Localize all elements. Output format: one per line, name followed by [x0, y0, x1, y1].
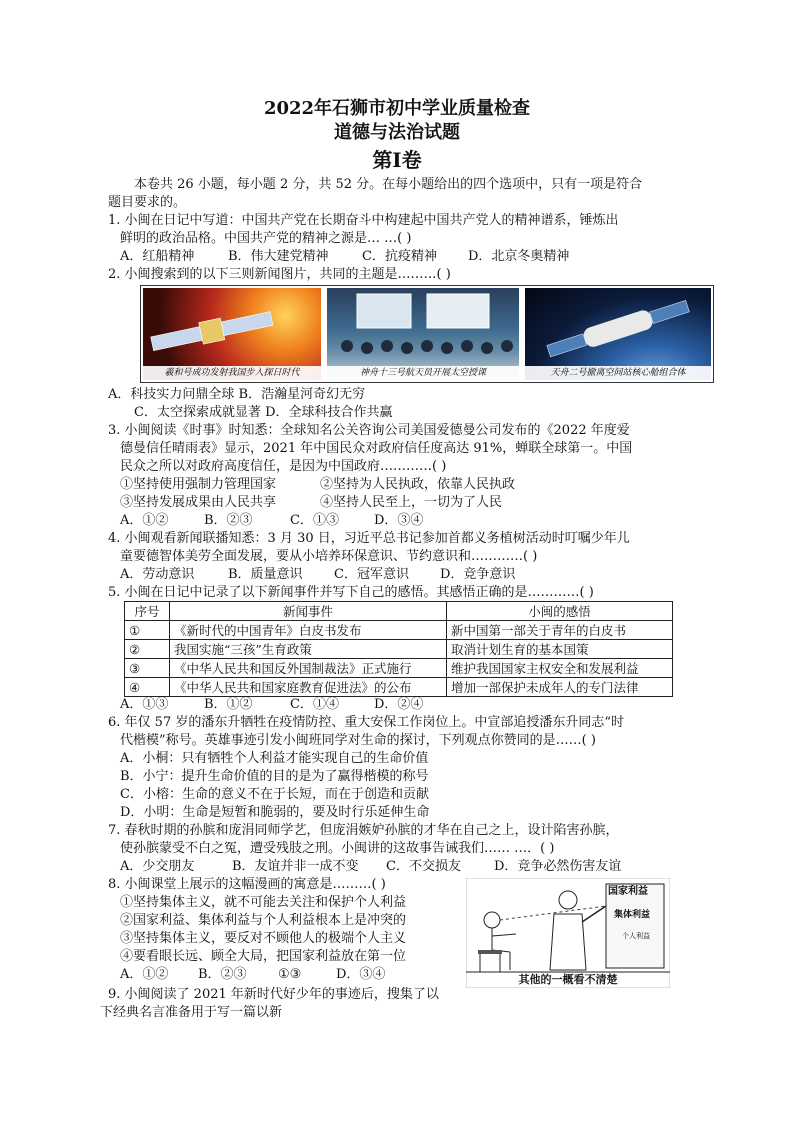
question-text: 3. 小闽阅读《时事》时知悉：全球知名公关咨询公司美国爱德曼公司发布的《2022 年度爱	[108, 423, 630, 438]
option: B．小宁：提升生命价值的目的是为了赢得楷模的称号	[120, 769, 429, 784]
question-text: 7. 春秋时期的孙膑和庞涓同师学艺，但庞涓嫉妒孙膑的才华在自己之上，设计陷害孙膑，	[108, 823, 619, 838]
option: B．友谊并非一成不变	[232, 859, 359, 874]
option: C．小榕：生命的意义不在于长短，而在于创造和贡献	[120, 787, 429, 802]
image-caption: 羲和号成功发射我国步入探日时代	[143, 366, 321, 380]
statement: ③坚持集体主义，要反对不顾他人的极端个人主义	[120, 931, 407, 946]
option: B．②③	[204, 513, 253, 528]
space-class-news-image	[327, 288, 519, 380]
option: A．小桐：只有牺牲个人利益才能实现自己的生命价值	[120, 751, 429, 766]
statement: ③坚持发展成果由人民共享	[120, 495, 277, 510]
reflection: 新中国第一部关于青年的白皮书	[447, 621, 673, 640]
news-event: 我国实施“三孩”生育政策	[170, 640, 447, 659]
column-header: 小闽的感悟	[447, 602, 673, 621]
classroom-screen-icon	[327, 288, 519, 366]
option: D．小明：生命是短暂和脆弱的，要及时行乐延伸生命	[120, 805, 430, 820]
option: B．伟大建党精神	[228, 249, 329, 264]
row-number: ④	[125, 678, 170, 697]
statement: ①坚持集体主义，就不可能去关注和保护个人利益	[120, 895, 407, 910]
board-label: 集体利益	[614, 910, 651, 920]
exam-part: 第Ⅰ卷	[372, 148, 422, 172]
news-event: 《中华人民共和国反外国制裁法》正式施行	[170, 659, 447, 678]
reflection: 取消计划生育的基本国策	[447, 640, 673, 659]
row-number: ①	[125, 621, 170, 640]
question-text: 8. 小闽课堂上展示的这幅漫画的寓意是………( )	[108, 877, 386, 892]
question-text: 使孙膑蒙受不白之冤，遭受残肢之刑。小闽讲的这故事告诫我们…… …．( )	[120, 841, 555, 856]
row-number: ③	[125, 659, 170, 678]
space-station-news-image	[525, 288, 711, 380]
option: A．①②	[120, 513, 169, 528]
option: D．竞争必然伤害友谊	[494, 859, 622, 874]
table-row	[125, 678, 673, 697]
question-text: 鲜明的政治品格。中国共产党的精神之源是… …( )	[120, 231, 412, 246]
news-image-strip	[140, 285, 714, 383]
reflection: 增加一部保护未成年人的专门法律	[447, 678, 673, 697]
table-row	[125, 640, 673, 659]
table-header-row	[125, 602, 673, 621]
question-text: 5. 小闽在日记中记录了以下新闻事件并写下自己的感悟。其感悟正确的是…………( )	[108, 585, 594, 600]
option: C．不交损友	[386, 859, 461, 874]
option: A．少交朋友	[120, 859, 195, 874]
option: B．①②	[204, 697, 253, 712]
option: D．③④	[336, 967, 386, 982]
question-text: 下经典名言准备用于写一篇以新	[100, 1005, 283, 1020]
statement: ②国家利益、集体利益与个人利益根本上是冲突的	[120, 913, 407, 928]
image-caption: 神舟十三号航天员开展太空授课	[327, 366, 519, 380]
question-text: 代楷模”称号。英雄事迹引发小闽班同学对生命的探讨，下列观点你赞同的是……( )	[120, 733, 596, 748]
row-number: ②	[125, 640, 170, 659]
column-header: 序号	[125, 602, 170, 621]
question-text: 2. 小闽搜索到的以下三则新闻图片，共同的主题是………( )	[108, 267, 451, 282]
statement: ①坚持使用强制力管理国家	[120, 477, 277, 492]
question-text: 民众之所以对政府高度信任，是因为中国政府…………( )	[120, 459, 447, 474]
option: D．③④	[374, 513, 424, 528]
option: A．红船精神	[120, 249, 195, 264]
option: ①③	[278, 967, 302, 982]
board-label: 个人利益	[622, 932, 650, 940]
option: D．竞争意识	[440, 567, 516, 582]
intro-line: 本卷共 26 小题，每小题 2 分，共 52 分。在每小题给出的四个选项中，只有一项是符合	[134, 177, 643, 192]
option: B．②③	[198, 967, 247, 982]
option: C．太空探索成就显著 D．全球科技合作共赢	[134, 405, 393, 420]
option: A．科技实力问鼎全球 B．浩瀚星河奇幻无穷	[108, 387, 366, 402]
option: D．②④	[374, 697, 424, 712]
option: A．劳动意识	[120, 567, 195, 582]
question-text: 4. 小闽观看新闻联播知悉：3 月 30 日，习近平总书记参加首都义务植树活动时叮嘱少年儿	[108, 531, 630, 546]
news-events-table	[124, 601, 673, 697]
exam-subject: 道德与法治试题	[334, 122, 460, 143]
option: B．质量意识	[228, 567, 303, 582]
question-text: 童要德智体美劳全面发展，要从小培养环保意识、节约意识和…………( )	[120, 549, 538, 564]
news-event: 《新时代的中国青年》白皮书发布	[170, 621, 447, 640]
option: A．①③	[120, 697, 169, 712]
question-text: 1. 小闽在日记中写道：中国共产党在长期奋斗中构建起中国共产党人的精神谱系，锤炼出	[108, 213, 619, 228]
option: D．北京冬奥精神	[468, 249, 570, 264]
option: C．①③	[290, 513, 339, 528]
intro-line: 题目要求的。	[108, 195, 187, 210]
option: C．①④	[290, 697, 339, 712]
board-label: 国家利益	[608, 886, 648, 897]
option: C．抗疫精神	[362, 249, 437, 264]
statement: ②坚持为人民执政，依靠人民执政	[320, 477, 516, 492]
satellite-news-image	[143, 288, 321, 380]
space-station-icon	[525, 288, 711, 366]
column-header: 新闻事件	[170, 602, 447, 621]
table-row	[125, 621, 673, 640]
option: C．冠军意识	[334, 567, 409, 582]
news-event: 《中华人民共和国家庭教育促进法》的公布	[170, 678, 447, 697]
satellite-icon	[143, 288, 321, 366]
exam-title: 2022年石狮市初中学业质量检查	[263, 98, 531, 119]
cartoon-caption: 其他的一概看不清楚	[518, 973, 618, 986]
question-text: 6. 年仅 57 岁的潘东升牺牲在疫情防控、重大安保工作岗位上。中宣部追授潘东升同志“时	[108, 715, 624, 730]
question-text: 德曼信任晴雨表》显示，2021 年中国民众对政府信任度高达 91%，蝉联全球第一。中国	[120, 441, 633, 456]
statement: ④要看眼长远、顾全大局，把国家利益放在第一位	[120, 949, 407, 964]
reflection: 维护我国国家主权安全和发展利益	[447, 659, 673, 678]
image-caption: 天舟二号撤离空间站核心舱组合体	[525, 366, 711, 380]
option: A．①②	[120, 967, 169, 982]
cartoon-illustration	[466, 878, 670, 988]
statement: ④坚持人民至上，一切为了人民	[320, 495, 503, 510]
table-row	[125, 659, 673, 678]
question-text: 9. 小闽阅读了 2021 年新时代好少年的事迹后，搜集了以	[108, 987, 439, 1002]
